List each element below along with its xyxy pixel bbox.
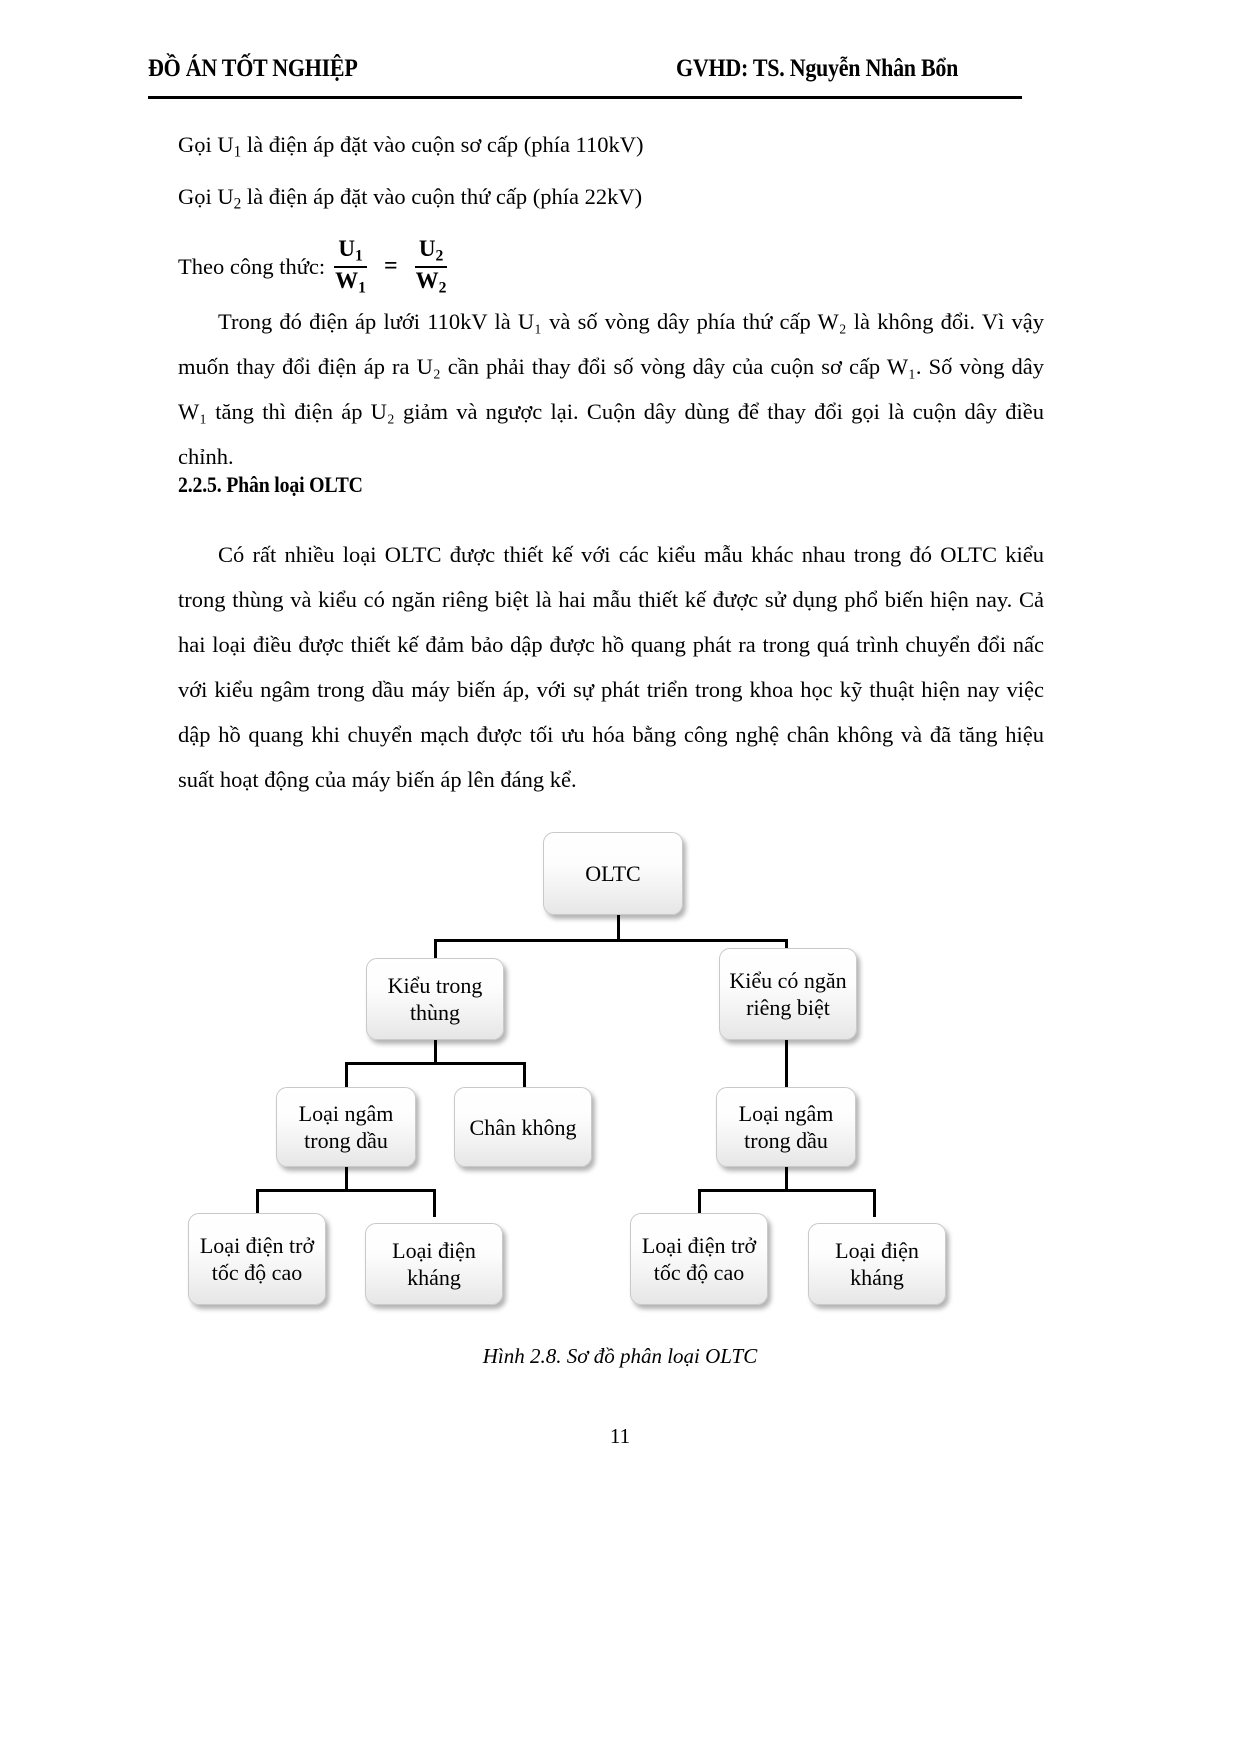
edge-level4-left-bus [256,1189,436,1192]
fraction-numerator-right [415,237,447,268]
edge-level4-right-bus [698,1189,876,1192]
numerator-left-base: U [338,235,355,261]
numerator-right-base: U [418,235,436,261]
oltc-classification-diagram [0,810,1240,1310]
diagram-node-label: Kiểu có ngăn riêng biệt [729,968,847,1020]
diagram-node-kieu-co-ngan-rieng-biet[interactable] [719,948,857,1040]
header-left-title: ĐỒ ÁN TỐT NGHIỆP [148,55,358,82]
denominator-right-subscript: 2 [438,278,447,296]
edge-l3a-stem [345,1165,348,1192]
paragraph-oltc-classification: Có rất nhiều loại OLTC được thiết kế với các kiểu mẫu khác nhau trong đó OLTC kiểu trong thùng và kiểu có ngăn riêng biệt là hai mẫu thiết kế được sử dụng phổ biến hiện nay. Cả hai loại điều được thiết kế đảm bảo dập được hồ quang phát ra trong quá trình chuyển đổi nấc với kiểu ngâm trong dầu máy biến áp, với sự phát triển trong khoa học kỹ thuật hiện nay việc dập hồ quang khi chuyển mạch được tối ưu hóa bằng công nghệ chân không và đã tăng hiệu suất hoạt động của máy biến áp lên đáng kể. [178,542,1044,792]
diagram-node-loai-dien-khang-left[interactable] [365,1223,503,1305]
diagram-node-label: Loại ngâm trong dầu [738,1101,834,1153]
definition-u2-suffix: là điện áp đặt vào cuộn thứ cấp (phía 22kV) [241,184,643,210]
paragraph-transformer-ratio: Trong đó điện áp lưới 110kV là U₁ và số vòng dây phía thứ cấp W₂ là không đổi. Vì vậy muốn thay đổi điện áp ra U₂ cần phải thay đổi số vòng dây của cuộn sơ cấp W₁. Số vòng dây W₁ tăng thì điện áp U₂ giảm và ngược lại. Cuộn dây dùng để thay đổi gọi là cuộn dây điều chỉnh. [178,308,1044,469]
body-content [178,122,1044,479]
definition-u2-prefix: Gọi U [178,184,234,210]
edge-l4b-drop [433,1189,436,1217]
definition-line-u2 [178,174,1044,226]
definition-line-u1 [178,122,1044,174]
equals-sign: = [383,253,398,280]
fraction-u2-over-w2 [412,237,451,297]
diagram-node-loai-ngam-trong-dau-right[interactable] [716,1087,856,1167]
fraction-denominator-right [412,268,451,297]
edge-l2a-stem [434,1038,437,1064]
page-header [148,55,959,83]
fraction-u1-over-w1 [331,237,370,297]
diagram-node-loai-ngam-trong-dau-left[interactable] [276,1087,416,1167]
header-right-advisor: GVHD: TS. Nguyễn Nhân Bổn [676,55,959,82]
section-heading-2-2-5: 2.2.5. Phân loại OLTC [178,472,363,497]
diagram-node-label: Loại điện kháng [392,1238,476,1290]
definition-u1-prefix: Gọi U [178,132,234,157]
diagram-node-label: Loại điện trở tốc độ cao [641,1233,757,1285]
definition-u1-suffix: là điện áp đặt vào cuộn sơ cấp (phía 110kV) [241,132,644,157]
diagram-node-label: Kiểu trong thùng [387,973,483,1025]
formula-row [178,235,1044,299]
formula-label: Theo công thức: [178,253,326,279]
page-number: 11 [609,1424,631,1448]
diagram-node-label: Chân không [469,1114,577,1140]
diagram-node-loai-dien-tro-toc-do-cao-right[interactable] [630,1213,768,1305]
diagram-node-label: Loại ngâm trong dầu [298,1101,394,1153]
numerator-left-subscript: 1 [354,247,363,265]
definition-u2-subscript: 2 [233,195,242,213]
edge-level2-bus [434,939,788,942]
diagram-node-loai-dien-khang-right[interactable] [808,1223,946,1305]
edge-level3-left-bus [345,1062,526,1065]
edge-l4d-drop [873,1189,876,1217]
diagram-node-label: OLTC [585,861,641,886]
diagram-node-label: Loại điện trở tốc độ cao [199,1233,315,1285]
header-divider [148,96,1022,99]
definition-u1-subscript: 1 [233,143,242,161]
denominator-left-base: W [335,267,359,293]
edge-root-stem [617,915,620,942]
diagram-node-loai-dien-tro-toc-do-cao-left[interactable] [188,1213,326,1305]
edge-l3c-stem [785,1165,788,1192]
diagram-node-label: Loại điện kháng [835,1238,919,1290]
denominator-left-subscript: 1 [358,278,366,296]
numerator-right-subscript: 2 [435,247,444,265]
diagram-node-kieu-trong-thung[interactable] [366,958,504,1040]
denominator-right-base: W [415,267,439,293]
fraction-numerator-left [334,237,366,268]
figure-caption: Hình 2.8. Sơ đồ phân loại OLTC [482,1344,758,1368]
fraction-denominator-left [331,268,370,297]
diagram-node-oltc[interactable] [543,832,683,915]
paragraph-block-oltc-types [178,532,1044,802]
diagram-node-chan-khong[interactable] [454,1087,592,1167]
